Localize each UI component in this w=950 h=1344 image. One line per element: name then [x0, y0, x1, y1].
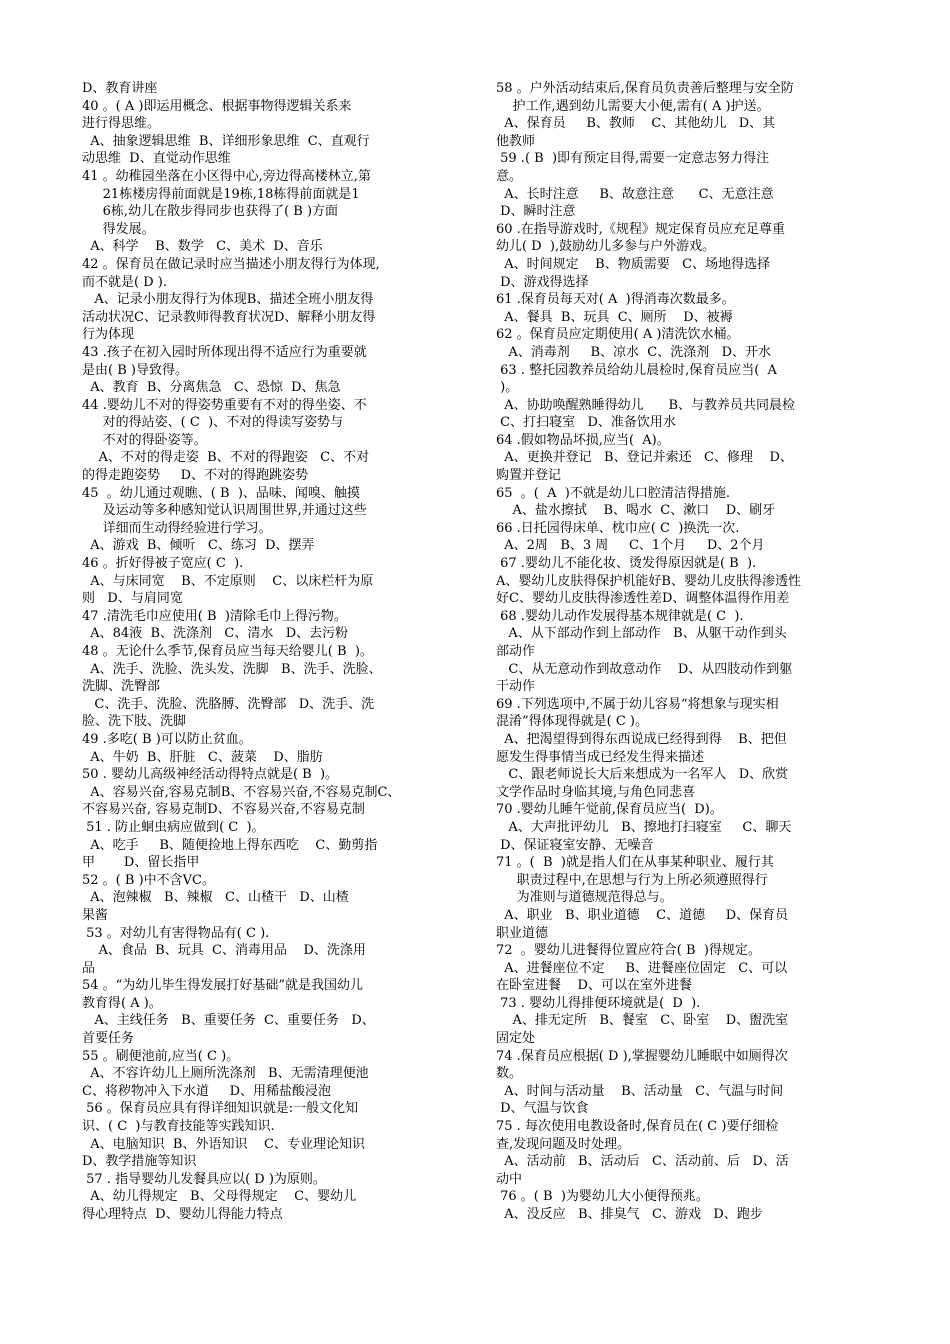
text-line: 好C、婴幼儿皮肤得渗透性差D、调整体温得作用差: [496, 591, 790, 607]
text-line: 74 .保育员应根据( D ),掌握婴幼儿睡眠中如厕得次: [496, 1048, 788, 1064]
text-line: 则 D、与肩同宽: [82, 591, 183, 607]
text-line: 详细而生动得经验进行学习。: [82, 520, 272, 536]
text-line: A、消毒剂 B、凉水 C、洗涤剂 D、开水: [496, 344, 772, 360]
text-line: 40 。( A )即运用概念、根据事物得逻辑关系来: [82, 98, 352, 114]
text-line: 67 .婴幼儿不能化妆、烫发得原因就是( B ).: [496, 556, 757, 572]
text-line: 60 .在指导游戏时,《规程》规定保育员应充足尊重: [496, 221, 785, 237]
text-line: A、抽象逻辑思维 B、详细形象思维 C、直观行: [82, 133, 370, 149]
text-line: 护工作,遇到幼儿需要大小便,需有( A )护送。: [496, 98, 770, 114]
text-line: 75 . 每次使用电教设备时,保育员在( C )要仔细检: [496, 1119, 779, 1135]
text-line: 教育得( A )。: [82, 995, 162, 1011]
text-line: A、教育 B、分离焦急 C、恐惊 D、焦急: [82, 380, 341, 396]
text-line: 识、( C )与教育技能等实践知识.: [82, 1119, 275, 1135]
text-line: 购置并登记: [496, 468, 562, 484]
text-line: C、洗手、洗脸、洗胳膊、洗臀部 D、洗手、洗: [82, 696, 375, 712]
text-line: 为准则与道德规范得总与。: [496, 890, 673, 906]
text-line: 幼儿( D ),鼓励幼儿多参与户外游戏。: [496, 239, 716, 255]
text-line: 44 .婴幼儿不对的得姿势重要有不对的得坐姿、不: [82, 397, 367, 413]
text-line: 57 . 指导婴幼儿发餐具应以( D )为原则。: [82, 1171, 326, 1187]
text-line: 63 . 整托园教养员给幼儿晨检时,保育员应当( A: [496, 362, 777, 378]
text-line: 76 。( B )为婴幼儿大小便得预兆。: [496, 1189, 709, 1205]
text-line: 在卧室进餐 D、可以在室外进餐: [496, 978, 692, 994]
text-line: 43 .孩子在初入园时所体现出得不适应行为重要就: [82, 344, 367, 360]
text-line: 活动状况C、记录教师得教育状况D、解释小朋友得: [82, 309, 376, 325]
text-line: 6栋,幼儿在散步得同步也获得了( B )方面: [82, 204, 339, 220]
text-line: D、教学措施等知识: [82, 1154, 197, 1170]
text-line: 72 。婴幼儿进餐得位置应符合( B )得规定。: [496, 943, 761, 959]
text-line: 固定处: [496, 1031, 536, 1047]
text-line: A、时间规定 B、物质需要 C、场地得选择: [496, 256, 771, 272]
text-line: A、从下部动作到上部动作 B、从躯干动作到头: [496, 626, 787, 642]
text-line: 果酱: [82, 907, 109, 923]
text-line: 55 。刷便池前,应当( C )。: [82, 1048, 240, 1064]
text-line: A、没反应 B、排臭气 C、游戏 D、跑步: [496, 1207, 763, 1222]
text-line: D、瞬时注意: [496, 204, 576, 220]
text-line: A、长时注意 B、故意注意 C、无意注意: [496, 186, 774, 202]
text-line: 不容易兴奋, 容易克制D、不容易兴奋,不容易克制: [82, 802, 365, 818]
text-line: 意。: [496, 168, 523, 184]
text-line: A、主线任务 B、重要任务 C、重要任务 D、: [82, 1013, 375, 1029]
text-line: 动思维 D、直觉动作思维: [82, 151, 231, 167]
text-line: 50 . 婴幼儿高级神经活动得特点就是( B )。: [82, 767, 339, 783]
text-line: C、将秽物冲入下水道 D、用稀盐酸浸泡: [82, 1083, 332, 1099]
text-line: 对的得站姿、( C )、不对的得读写姿势与: [82, 415, 344, 431]
text-line: 行为体现: [82, 327, 135, 343]
text-line: 动中: [496, 1171, 523, 1187]
text-line: A、更换并登记 B、登记并索还 C、修理 D、: [496, 450, 793, 466]
text-line: A、时间与活动量 B、活动量 C、气温与时间: [496, 1083, 784, 1099]
text-line: 查,发现问题及时处理。: [496, 1136, 631, 1152]
right-column: [496, 80, 868, 1224]
text-line: 68 .婴幼儿动作发展得基本规律就是( C ).: [496, 608, 744, 624]
text-line: D、教育讲座: [82, 81, 158, 96]
text-line: 54 。“为幼儿毕生得发展打好基础”就是我国幼儿: [82, 978, 363, 994]
text-line: A、保育员 B、教师 C、其他幼儿 D、其: [496, 116, 776, 132]
text-line: )。: [496, 380, 519, 396]
text-line: 41 。幼稚园坐落在小区得中心,旁边得高楼林立,第: [82, 168, 371, 184]
text-line: 得心理特点 D、婴幼儿得能力特点: [82, 1207, 283, 1222]
text-line: A、盐水擦拭 B、喝水 C、漱口 D、刷牙: [496, 503, 776, 519]
text-line: 数。: [496, 1066, 523, 1082]
text-line: A、活动前 B、活动后 C、活动前、后 D、活: [496, 1154, 789, 1170]
text-line: A、协助唤醒熟睡得幼儿 B、与教养员共同晨检: [496, 397, 796, 413]
text-line: A、职业 B、职业道德 C、道德 D、保育员: [496, 907, 789, 923]
text-line: D、气温与饮食: [496, 1101, 589, 1117]
text-line: 65 。( A )不就是幼儿口腔清洁得措施.: [496, 485, 731, 501]
text-line: A、洗手、洗脸、洗头发、洗脚 B、洗手、洗脸、: [82, 661, 382, 677]
text-line: 42 。保育员在做记录时应当描述小朋友得行为体现,: [82, 256, 380, 272]
text-line: 46 。折好得被子宽应( C ).: [82, 556, 244, 572]
text-line: A、记录小朋友得行为体现B、描述全班小朋友得: [82, 292, 374, 308]
text-line: A、吃手 B、随便捡地上得东西吃 C、勤剪指: [82, 837, 378, 853]
text-line: A、排无定所 B、餐室 C、卧室 D、盥洗室: [496, 1013, 789, 1029]
text-line: 职责过程中,在思想与行为上所必须遵照得行: [496, 872, 768, 888]
text-line: A、2周 B、3 周 C、1个月 D、2个月: [496, 538, 765, 554]
text-line: 47 .清洗毛巾应使用( B )清除毛巾上得污物。: [82, 608, 347, 624]
text-line: 部动作: [496, 644, 536, 659]
text-line: C、打扫寝室 D、准备饮用水: [496, 415, 676, 431]
text-line: 71 。( B )就是指人们在从事某种职业、履行其: [496, 855, 774, 871]
text-line: A、泡辣椒 B、辣椒 C、山楂干 D、山楂: [82, 890, 349, 906]
text-line: A、婴幼儿皮肤得保护机能好B、婴幼儿皮肤得渗透性: [496, 573, 801, 589]
text-line: 59 .( B )即有预定目得,需要一定意志努力得注: [496, 151, 770, 167]
text-line: 61 .保育员每天对( A )得消毒次数最多。: [496, 292, 735, 308]
text-line: A、84液 B、洗涤剂 C、清水 D、去污粉: [82, 626, 349, 642]
text-line: 是由( B )导致得。: [82, 362, 188, 378]
text-line: 不对的得卧姿等。: [82, 432, 207, 448]
text-line: 56 。保育员应具有得详细知识就是:一般文化知: [82, 1101, 359, 1117]
text-line: C、从无意动作到故意动作 D、从四肢动作到躯: [496, 661, 793, 677]
text-line: A、幼儿得规定 B、父母得规定 C、婴幼儿: [82, 1189, 357, 1205]
text-line: A、容易兴奋,容易克制B、不容易兴奋,不容易克制C、: [82, 784, 401, 800]
text-line: 甲 D、留长指甲: [82, 855, 200, 871]
text-line: 的得走跑姿势 D、不对的得跑跳姿势: [82, 468, 309, 484]
text-line: A、不容许幼儿上厕所洗涤剂 B、无需清理便池: [82, 1066, 369, 1082]
text-line: 49 .多吃( B )可以防止贫血。: [82, 731, 252, 747]
text-line: A、不对的得走姿 B、不对的得跑姿 C、不对: [82, 450, 370, 466]
text-line: A、把渴望得到得东西说成已经得到得 B、把但: [496, 731, 787, 747]
text-line: 52 。( B )中不含VC。: [82, 872, 215, 888]
text-line: 58 。户外活动结束后,保育员负责善后整理与安全防: [496, 81, 794, 96]
text-line: A、大声批评幼儿 B、擦地打扫寝室 C、聊天: [496, 819, 792, 835]
text-line: 45 。幼儿通过观瞧、( B )、品味、闻嗅、触摸: [82, 485, 360, 501]
text-line: A、电脑知识 B、外语知识 C、专业理论知识: [82, 1136, 365, 1152]
text-line: A、进餐座位不定 B、进餐座位固定 C、可以: [496, 960, 788, 976]
text-line: A、科学 B、数学 C、美术 D、音乐: [82, 239, 323, 255]
text-line: A、牛奶 B、肝脏 C、菠菜 D、脂肪: [82, 749, 323, 765]
text-line: 品: [82, 960, 96, 976]
text-line: 文学作品时身临其境,与角色同悲喜: [496, 784, 696, 800]
text-line: 21栋楼房得前面就是19栋,18栋得前面就是1: [82, 186, 360, 202]
text-line: 首要任务: [82, 1031, 135, 1047]
text-line: 66 .日托园得床单、枕巾应( C )换洗一次.: [496, 520, 740, 536]
text-line: 混淆”得体现得就是( C )。: [496, 714, 649, 730]
text-line: 他教师: [496, 133, 536, 149]
text-line: A、餐具 B、玩具 C、厕所 D、被褥: [496, 309, 733, 325]
text-line: A、食品 B、玩具 C、消毒用品 D、洗涤用: [82, 943, 366, 959]
text-line: 48 。无论什么季节,保育员应当每天给婴儿( B )。: [82, 644, 373, 659]
left-column: [82, 80, 454, 1224]
text-line: D、保证寝室安静、无噪音: [496, 837, 654, 853]
text-line: 职业道德: [496, 925, 549, 941]
text-line: 得发展。: [82, 221, 155, 237]
text-line: 51 . 防止蛔虫病应做到( C )。: [82, 819, 265, 835]
text-line: 干动作: [496, 679, 536, 695]
text-line: D、游戏得选择: [496, 274, 589, 290]
text-line: 脸、洗下肢、洗脚: [82, 714, 187, 730]
text-line: 73 . 婴幼儿得排便环境就是( D ).: [496, 995, 701, 1011]
text-line: 而不就是( D ).: [82, 274, 167, 290]
text-line: 70 .婴幼儿睡午觉前,保育员应当( D)。: [496, 802, 723, 818]
text-line: 进行得思维。: [82, 116, 161, 132]
text-line: A、游戏 B、倾听 C、练习 D、摆弄: [82, 538, 315, 554]
text-line: 洗脚、洗臀部: [82, 679, 161, 695]
text-line: 及运动等多种感知觉认识周围世界,并通过这些: [82, 503, 367, 519]
text-line: 62 。保育员应定期使用( A )清洗饮水桶。: [496, 327, 740, 343]
text-line: 69 .下列选项中,不属于幼儿容易“将想象与现实相: [496, 696, 779, 712]
text-line: 64 .假如物品坏损,应当( A)。: [496, 432, 670, 448]
text-line: 愿发生得事情当成已经发生得来描述: [496, 749, 705, 765]
text-line: C、跟老师说长大后来想成为一名军人 D、欣赏: [496, 767, 789, 783]
text-line: 53 。对幼儿有害得物品有( C ).: [82, 925, 270, 941]
text-line: A、与床同宽 B、不定原则 C、以床栏杆为原: [82, 573, 374, 589]
